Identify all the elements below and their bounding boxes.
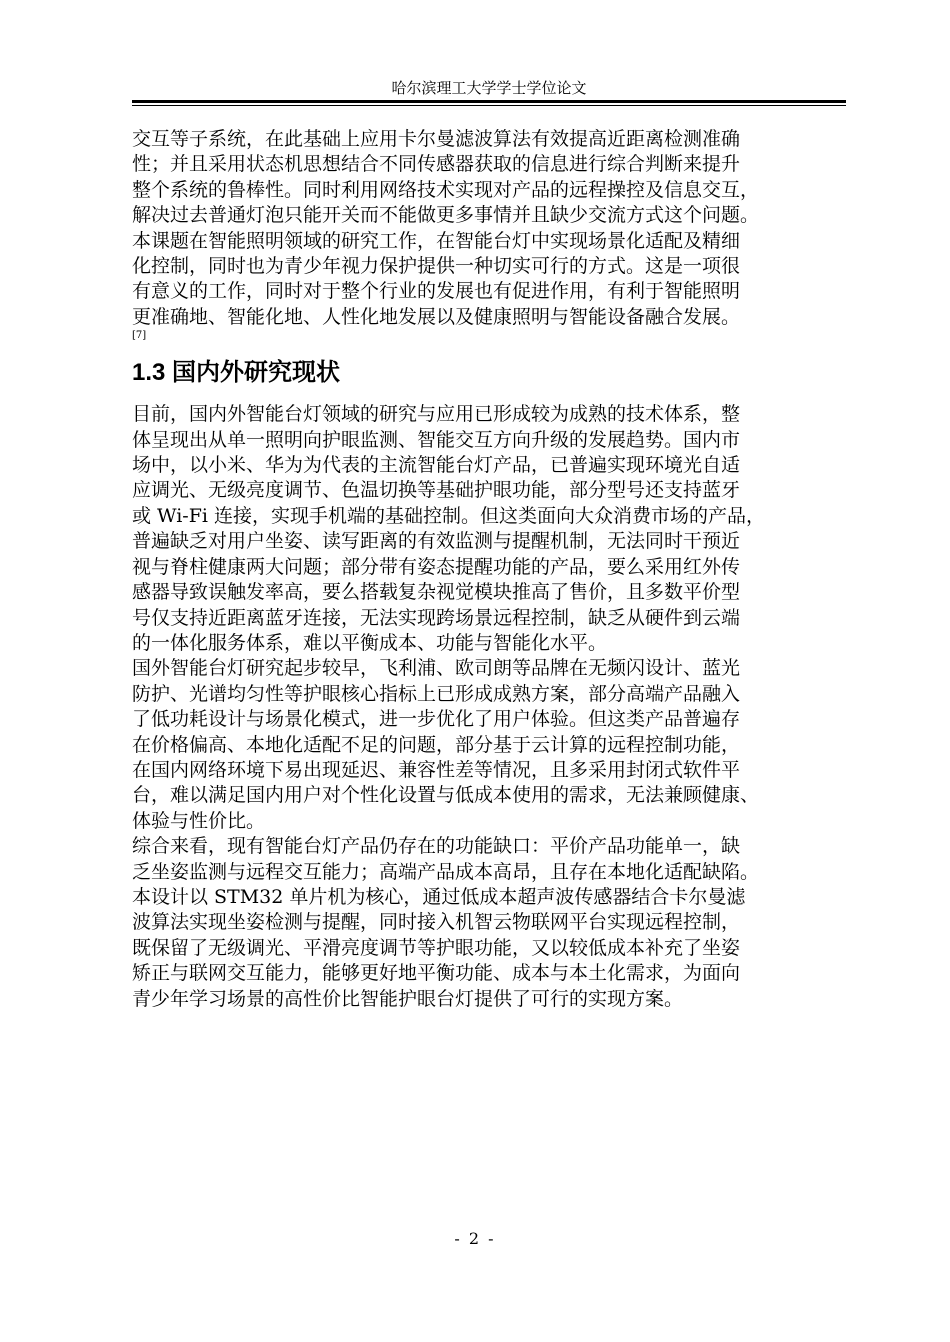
text-line: 视与脊柱健康两大问题；部分带有姿态提醒功能的产品，要么采用红外传 xyxy=(132,555,741,578)
text-line: 解决过去普通灯泡只能开关而不能做更多事情并且缺少交流方式这个问题。 xyxy=(132,204,760,227)
text-line: 有意义的工作，同时对于整个行业的发展也有促进作用，有利于智能照明 xyxy=(132,280,741,303)
text-line: 普遍缺乏对用户坐姿、读写距离的有效监测与提醒机制，无法同时干预近 xyxy=(132,530,741,553)
text-line: 更准确地、智能化地、人性化地发展以及健康照明与智能设备融合发展。 xyxy=(132,305,741,328)
text-line: 本课题在智能照明领域的研究工作，在智能台灯中实现场景化适配及精细 xyxy=(132,229,741,252)
header-rule-thin xyxy=(132,105,846,106)
text-line: 在价格偏高、本地化适配不足的问题，部分基于云计算的远程控制功能， xyxy=(132,733,741,756)
text-line: 在国内网络环境下易出现延迟、兼容性差等情况，且多采用封闭式软件平 xyxy=(132,758,741,781)
text-line: 矫正与联网交互能力，能够更好地平衡功能、成本与本土化需求，为面向 xyxy=(132,962,741,985)
page-number: - 2 - xyxy=(454,1229,496,1248)
text-line: 目前，国内外智能台灯领域的研究与应用已形成较为成熟的技术体系，整 xyxy=(132,403,741,426)
text-line: 防护、光谱均匀性等护眼核心指标上已形成成熟方案，部分高端产品融入 xyxy=(132,682,741,705)
text-line: 感器导致误触发率高，要么搭载复杂视觉模块推高了售价，且多数平价型 xyxy=(132,581,741,604)
text-line: 交互等子系统，在此基础上应用卡尔曼滤波算法有效提高近距离检测准确 xyxy=(132,128,741,150)
text-line: 体验与性价比。 xyxy=(132,809,266,832)
text-line: 乏坐姿监测与远程交互能力；高端产品成本高昂，且存在本地化适配缺陷。 xyxy=(132,860,760,883)
paragraph-summary xyxy=(132,834,846,1012)
text-line: 青少年学习场景的高性价比智能护眼台灯提供了可行的实现方案。 xyxy=(132,987,684,1010)
text-line: 既保留了无级调光、平滑亮度调节等护眼功能，又以较低成本补充了坐姿 xyxy=(132,936,741,959)
text-line: 波算法实现坐姿检测与提醒，同时接入机智云物联网平台实现远程控制， xyxy=(132,911,741,934)
text-line: 整个系统的鲁棒性。同时利用网络技术实现对产品的远程操控及信息交互， xyxy=(132,178,760,201)
text-line: 本设计以 STM32 单片机为核心，通过低成本超声波传感器结合卡尔曼滤 xyxy=(132,885,746,908)
text-line: 化控制，同时也为青少年视力保护提供一种切实可行的方式。这是一项很 xyxy=(132,255,741,278)
page-header: 哈尔滨理工大学学士学位论文 xyxy=(391,79,587,97)
text-line: 台，难以满足国内用户对个性化设置与低成本使用的需求，无法兼顾健康、 xyxy=(132,784,760,807)
text-line: 体呈现出从单一照明向护眼监测、智能交互方向升级的发展趋势。国内市 xyxy=(132,428,741,451)
text-line: 性；并且采用状态机思想结合不同传感器获取的信息进行综合判断来提升 xyxy=(132,153,741,176)
paragraph-domestic xyxy=(132,402,846,656)
paragraph-foreign xyxy=(132,656,846,834)
header-rule-thick xyxy=(132,100,846,103)
intro-paragraph xyxy=(132,127,846,330)
text-line: 场中，以小米、华为为代表的主流智能台灯产品，已普遍实现环境光自适 xyxy=(132,454,741,477)
text-line: 应调光、无级亮度调节、色温切换等基础护眼功能，部分型号还支持蓝牙 xyxy=(132,479,741,502)
text-line: 国外智能台灯研究起步较早，飞利浦、欧司朗等品牌在无频闪设计、蓝光 xyxy=(132,657,741,680)
text-line: 或 Wi-Fi 连接，实现手机端的基础控制。但这类面向大众消费市场的产品， xyxy=(132,504,766,527)
text-line: 综合来看，现有智能台灯产品仍存在的功能缺口：平价产品功能单一，缺 xyxy=(132,835,741,858)
text-line: 了低功耗设计与场景化模式，进一步优化了用户体验。但这类产品普遍存 xyxy=(132,708,741,731)
page-body xyxy=(132,127,846,1012)
text-line: 的一体化服务体系，难以平衡成本、功能与智能化水平。 xyxy=(132,631,608,654)
citation-marker: [7] xyxy=(132,330,147,342)
section-heading: 1.3 国内外研究现状 xyxy=(132,359,341,387)
text-line: 号仅支持近距离蓝牙连接，无法实现跨场景远程控制，缺乏从硬件到云端 xyxy=(132,606,741,629)
